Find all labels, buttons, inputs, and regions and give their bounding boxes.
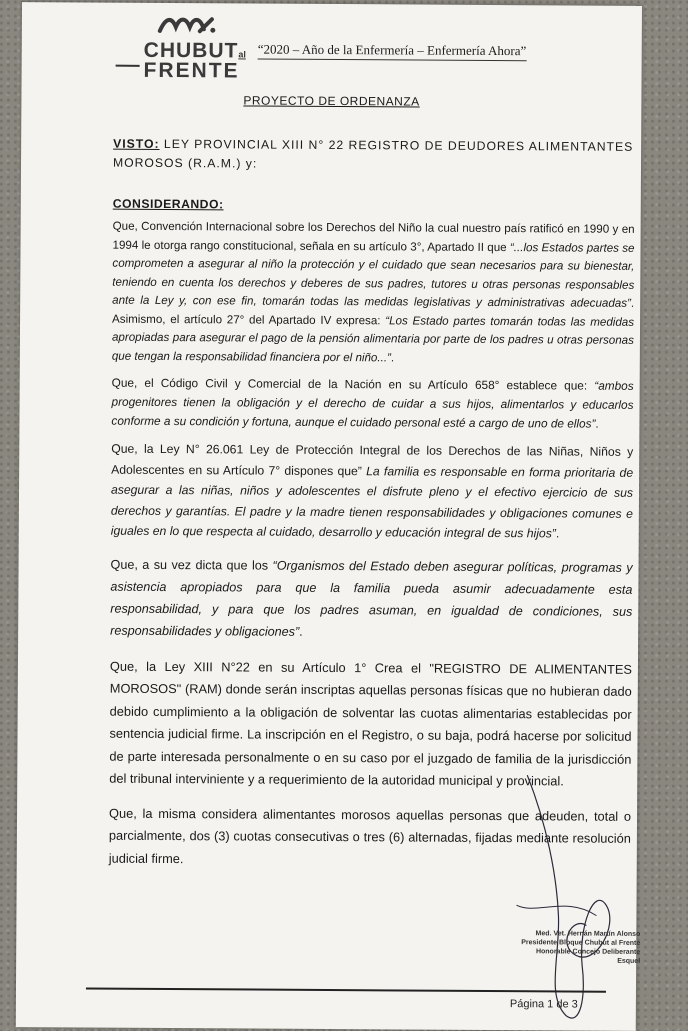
paragraph-ley-xiii-22: Que, la Ley XIII N°22 en su Artículo 1° Crea el "REGISTRO DE ALIMENTANTES MOROSOS" (RAM) donde serán inscriptas aquellas personas físicas que no hubieran dado debido cumplimiento a la obligación de solventar las cuotas alimentarias establecidas por sentencia judicial firme. La inscripción en el Registro, o su baja, podrá hacerse por solicitud de parte interesada personalmente o en su caso por el juzgado de familia de la jurisdicción del tribunal interviniente y a requerimiento de la autoridad municipal y provincial. bbox=[109, 658, 632, 789]
paragraph-codigo-civil: Que, el Código Civil y Comercial de la Nación en su Artículo 658° establece que: “ambos progenitores tienen la obligación y el derecho de cuidar a sus hijos, alimentarlos y educarlos conforme a su condición y fortuna, aunque el cuidado personal esté a cargo de uno de ellos”. bbox=[111, 375, 634, 431]
logo-al-text: al bbox=[238, 49, 246, 60]
chubut-al-frente-logo bbox=[116, 15, 266, 84]
logo-bottom-text: FRENTE bbox=[143, 58, 240, 83]
year-motto: “2020 – Año de la Enfermería – Enfermería Ahora” bbox=[258, 42, 527, 62]
document-page bbox=[16, 2, 642, 1031]
page-number: Página 1 de 3 bbox=[509, 998, 578, 1011]
visto-label: VISTO: bbox=[113, 136, 160, 151]
stamp-line: Esquel bbox=[617, 957, 641, 965]
logo-mark-icon bbox=[156, 15, 218, 35]
logo-rule bbox=[116, 65, 140, 67]
signature-stamp bbox=[520, 929, 640, 966]
stamp-line: Presidente Bloque Chubut al Frente bbox=[521, 939, 641, 947]
document-body bbox=[109, 135, 635, 873]
visto-text: LEY PROVINCIAL XIII N° 22 REGISTRO DE DEUDORES ALIMENTANTES MOROSOS (R.A.M.) y: bbox=[112, 136, 634, 171]
paragraph-morosos: Que, la misma considera alimentantes morosos aquellas personas que adeuden, total o parcialmente, dos (3) cuotas consecutivas o tres (6) alternadas, fijadas mediante resolución judicial firme. bbox=[108, 805, 632, 866]
stamp-line: Med. Vet. Hernán Martín Alonso bbox=[535, 930, 641, 938]
considerando-heading: CONSIDERANDO: bbox=[112, 196, 224, 212]
paragraph-organismos: Que, a su vez dicta que los “Organismos del Estado deben asegurar políticas, programas y asistencia apropiados para que la familia pueda asumir adecuadamente esta responsabilidad, y para que los padres asuman, en igualdad de condiciones, sus responsabilidades y obligaciones”. bbox=[110, 557, 633, 639]
document-heading: PROYECTO DE ORDENANZA bbox=[243, 93, 420, 109]
paragraph-convencion: Que, Convención Internacional sobre los Derechos del Niño la cual nuestro país ratificó en 1990 y en 1994 le otorga rango constitucional, señala en su artículo 3°, Apartado II que “...los Estados partes se comprometen a asegurar al niño la protección y el cuidado que sean necesarios para su bienestar, teniendo en cuenta los derechos y deberes de sus padres, tutores u otras personas responsables ante la Ley y, con ese fin, tomarán todas las medidas legislativas y administrativas adecuadas”. Asimismo, el artículo 27° del Apartado IV expresa: “Los Estado partes tomarán todas las medidas apropiadas para asegurar el pago de la pensión alimentaria por parte de los padres u otras personas que tengan la responsabilidad financiera por el niño...”. bbox=[111, 219, 635, 364]
paragraph-ley-26061: Que, la Ley N° 26.061 Ley de Protección Integral de los Derechos de las Niñas, Niños y Adolescentes en su Artículo 7° dispones que” La familia es responsable en forma prioritaria de asegurar a las niñas, niños y adolescentes el disfrute pleno y el efectivo ejercicio de sus derechos y garantías. El padre y la madre tienen responsabilidades y obligaciones comunes e iguales en lo que respecta al cuidado, desarrollo y educación integral de sus hijos”. bbox=[110, 441, 634, 541]
logo-top-text: CHUBUTal bbox=[143, 38, 246, 63]
handwritten-signature bbox=[486, 765, 628, 1026]
visto-section bbox=[113, 135, 635, 176]
stamp-line: Honorable Concejo Deliberante bbox=[535, 948, 641, 956]
